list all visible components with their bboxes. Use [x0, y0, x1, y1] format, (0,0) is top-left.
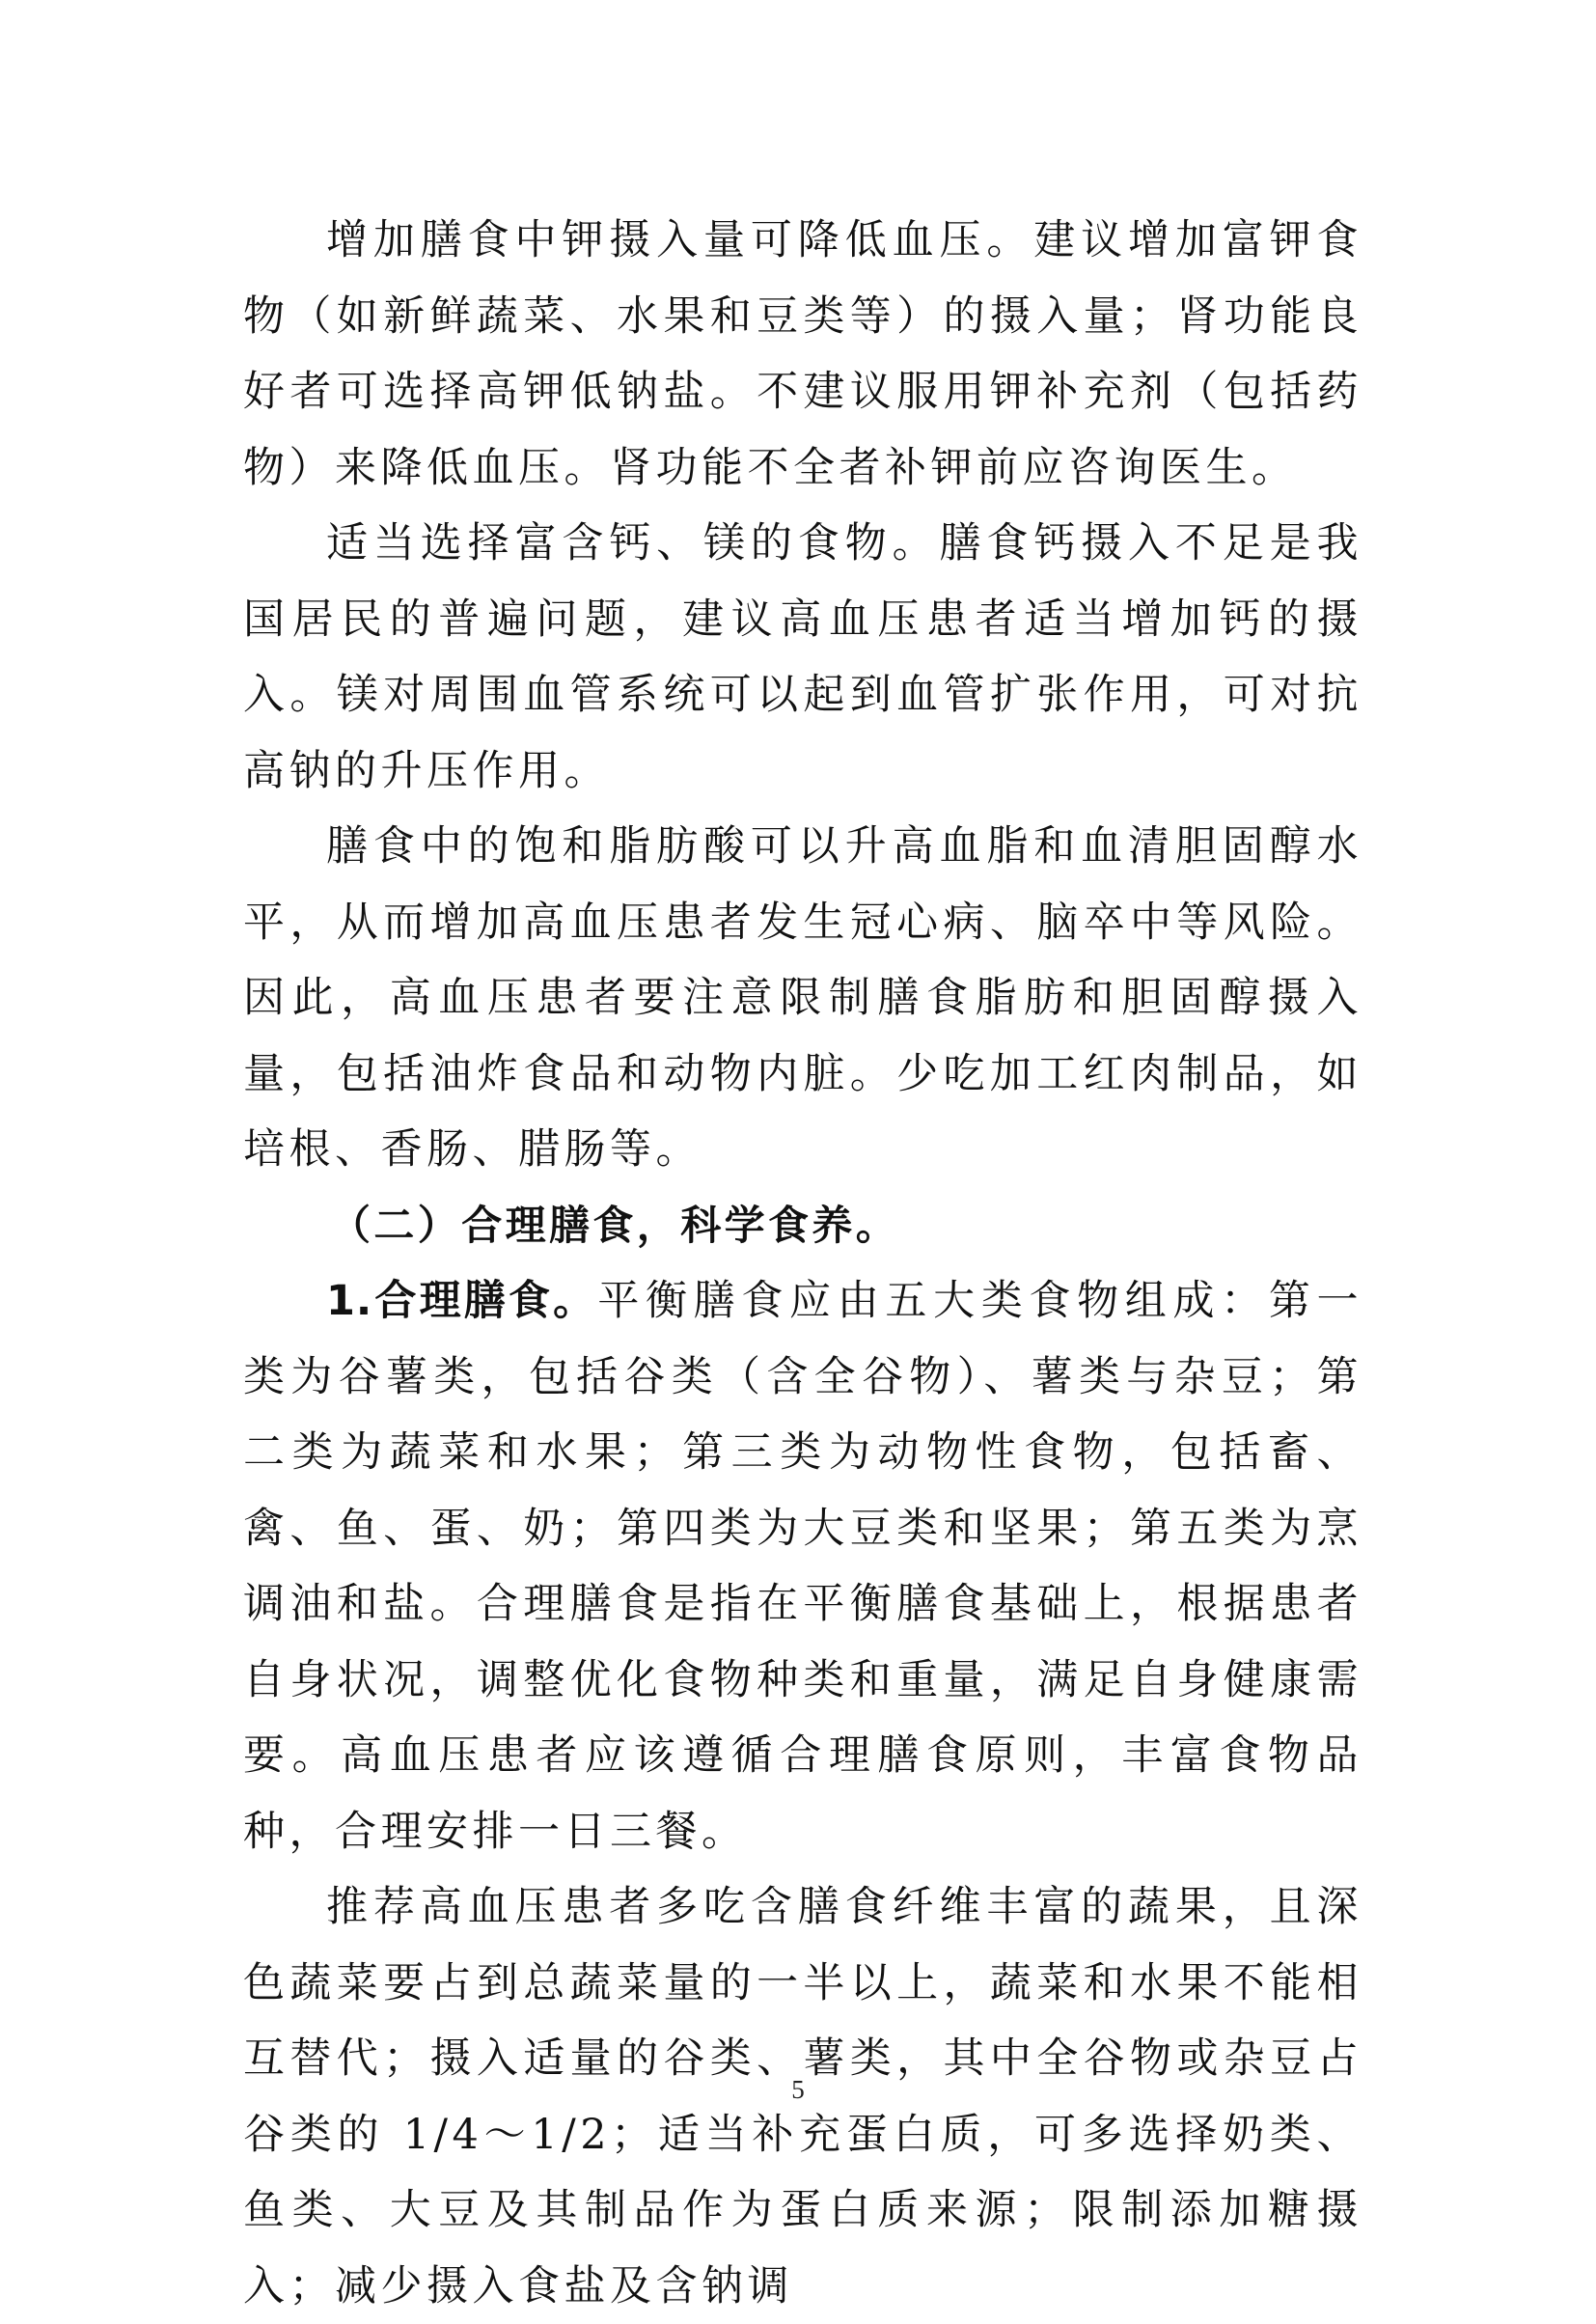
- paragraph-text: 平衡膳食应由五大类食物组成：第一类为谷薯类，包括谷类（含全谷物）、薯类与杂豆；第二类为蔬菜和水果；第三类为动物性食物，包括畜、禽、鱼、蛋、奶；第四类为大豆类和坚果；第五类为烹调油和盐。合理膳食是指在平衡膳食基础上，根据患者自身状况，调整优化食物种类和重量，满足自身健康需要。高血压患者应该遵循合理膳食原则，丰富食物品种，合理安排一日三餐。: [243, 1277, 1362, 1856]
- paragraph-calcium-magnesium: [243, 506, 1362, 809]
- paragraph-potassium: [243, 203, 1362, 506]
- section-heading: [243, 1188, 1362, 1264]
- page-number: 5: [791, 2075, 805, 2104]
- paragraph-text: 增加膳食中钾摄入量可降低血压。建议增加富钾食物（如新鲜蔬菜、水果和豆类等）的摄入量；肾功能良好者可选择高钾低钠盐。不建议服用钾补充剂（包括药物）来降低血压。肾功能不全者补钾前应咨询医生。: [243, 216, 1362, 492]
- section-heading-text: （二）合理膳食，科学食养。: [330, 1201, 900, 1249]
- paragraph-lead: 1.合理膳食。: [326, 1277, 598, 1325]
- paragraph-saturated-fat: [243, 809, 1362, 1188]
- paragraph-balanced-diet: [243, 1263, 1362, 1869]
- body-text: [243, 203, 1362, 2324]
- paragraph-text: 适当选择富含钙、镁的食物。膳食钙摄入不足是我国居民的普遍问题，建议高血压患者适当增加钙的摄入。镁对周围血管系统可以起到血管扩张作用，可对抗高钠的升压作用。: [243, 519, 1362, 795]
- paragraph-text: 推荐高血压患者多吃含膳食纤维丰富的蔬果，且深色蔬菜要占到总蔬菜量的一半以上，蔬菜和水果不能相互替代；摄入适量的谷类、薯类，其中全谷物或杂豆占谷类的 1/4～1/2；适当补充蛋白质，可多选择奶类、鱼类、大豆及其制品作为蛋白质来源；限制添加糖摄入；减少摄入食盐及含钠调: [243, 1883, 1362, 2310]
- paragraph-text: 膳食中的饱和脂肪酸可以升高血脂和血清胆固醇水平，从而增加高血压患者发生冠心病、脑卒中等风险。因此，高血压患者要注意限制膳食脂肪和胆固醇摄入量，包括油炸食品和动物内脏。少吃加工红肉制品，如培根、香肠、腊肠等。: [243, 822, 1362, 1174]
